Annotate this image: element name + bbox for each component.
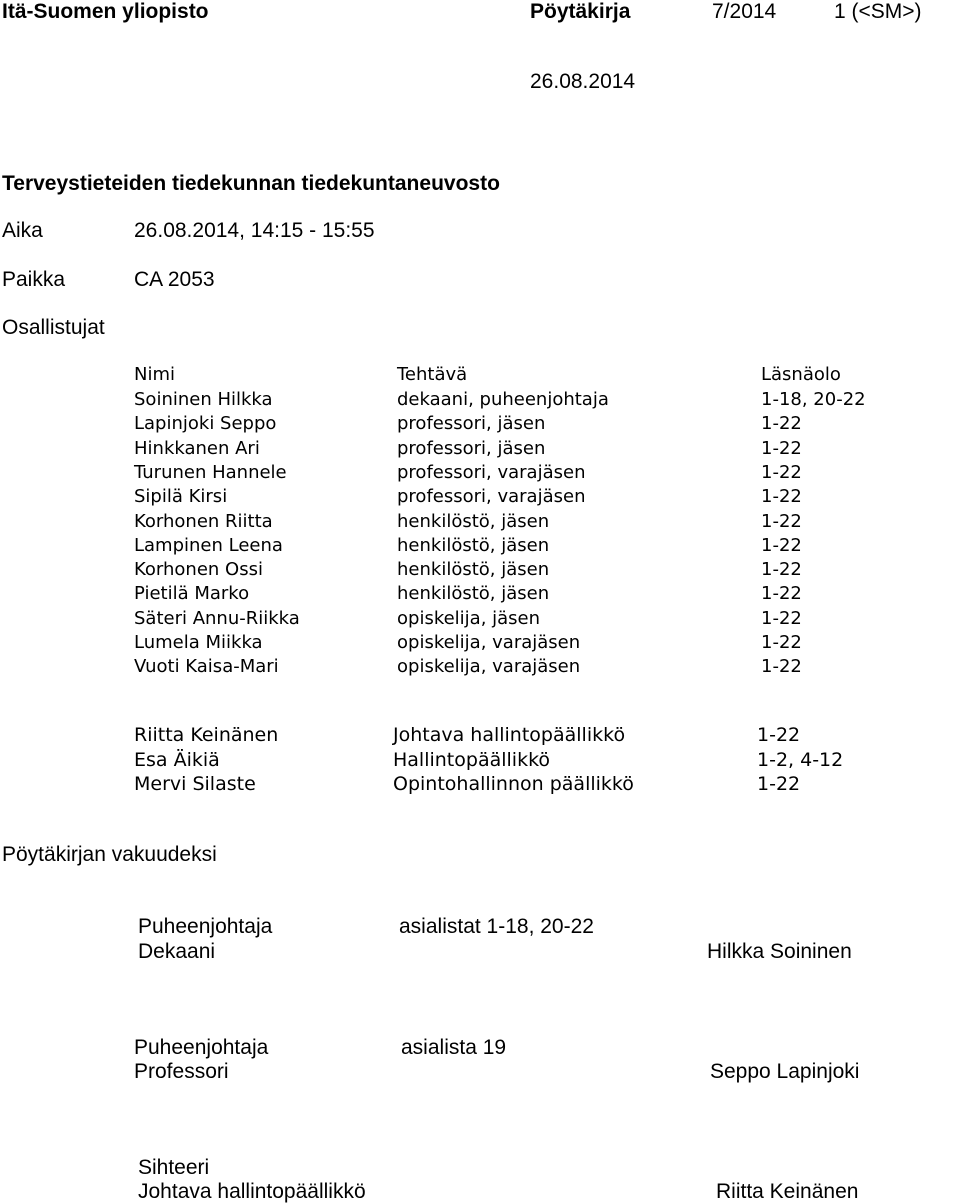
table-row [0,608,960,632]
member-attendance: 1-22 [761,656,802,678]
table-row [0,438,960,462]
table-row [0,583,960,607]
signature-2-role: Puheenjohtaja [134,1036,269,1059]
member-attendance: 1-22 [761,583,802,605]
university-name: Itä-Suomen yliopisto [2,0,209,23]
member-attendance: 1-22 [761,510,802,532]
member-name: Lumela Miikka [134,632,263,653]
member-role: henkilöstö, jäsen [397,510,550,532]
staff-title: Johtava hallintopäällikkö [393,724,626,746]
member-name: Hinkkanen Ari [134,437,260,459]
list-item [0,773,960,797]
member-role: dekaani, puheenjohtaja [397,389,609,410]
member-role: opiskelija, varajäsen [397,632,581,653]
member-attendance: 1-22 [761,607,802,629]
verification-label: Pöytäkirjan vakuudeksi [2,843,217,866]
member-name: Korhonen Ossi [134,559,263,581]
table-row [0,535,960,559]
body-title: Terveystieteiden tiedekunnan tiedekuntaneuvosto [2,172,500,195]
time-label: Aika [2,219,43,242]
signature-2-name: Seppo Lapinjoki [710,1060,860,1083]
member-attendance: 1-22 [761,437,802,459]
member-role: opiskelija, varajäsen [397,656,581,678]
table-row [0,462,960,486]
document-date: 26.08.2014 [530,70,636,93]
member-attendance: 1-22 [761,413,802,435]
table-row [0,559,960,583]
place-label: Paikka [2,268,66,291]
member-name: Korhonen Riitta [134,510,273,532]
member-role: henkilöstö, jäsen [397,534,550,556]
staff-name: Esa Äikiä [134,748,220,771]
signature-1-name: Hilkka Soininen [707,940,852,963]
document-number: 7/2014 [712,0,777,23]
staff-title: Opintohallinnon päällikkö [393,773,634,795]
member-attendance: 1-22 [761,486,802,508]
signature-1-title: Dekaani [138,940,216,963]
staff-attendance: 1-2, 4-12 [757,748,844,771]
signature-2-title: Professori [134,1060,229,1083]
time-value: 26.08.2014, 14:15 - 15:55 [134,219,375,242]
signature-3-name: Riitta Keinänen [716,1180,859,1203]
member-name: Pietilä Marko [134,583,250,605]
table-row [0,511,960,535]
member-name: Soininen Hilkka [134,389,273,410]
member-attendance: 1-22 [761,534,802,556]
table-row [0,389,960,413]
signature-1-role: Puheenjohtaja [138,915,273,938]
member-name: Säteri Annu-Riikka [134,607,300,629]
member-role: henkilöstö, jäsen [397,559,550,581]
page-indicator: 1 (<SM>) [834,0,922,23]
place-value: CA 2053 [134,268,215,291]
member-role: opiskelija, jäsen [397,607,541,629]
staff-attendance: 1-22 [757,773,801,795]
signature-1-scope: asialistat 1-18, 20-22 [399,915,594,938]
participants-label: Osallistujat [2,316,105,339]
list-item [0,724,960,748]
staff-name: Mervi Silaste [134,773,256,795]
signature-3-title: Johtava hallintopäällikkö [138,1180,366,1203]
list-item [0,749,960,773]
staff-name: Riitta Keinänen [134,724,279,746]
table-row [0,656,960,680]
member-attendance: 1-18, 20-22 [761,389,866,410]
member-name: Lampinen Leena [134,534,283,556]
member-name: Sipilä Kirsi [134,486,228,508]
table-row [0,413,960,437]
members-table-header [0,364,960,388]
staff-title: Hallintopäällikkö [393,748,551,771]
signature-2-scope: asialista 19 [401,1036,507,1059]
table-row [0,486,960,510]
member-name: Turunen Hannele [134,461,287,483]
column-header-attendance: Läsnäolo [761,364,841,385]
column-header-name: Nimi [134,364,176,385]
member-role: professori, varajäsen [397,461,586,483]
member-role: professori, jäsen [397,413,546,435]
column-header-role: Tehtävä [397,364,468,385]
member-role: henkilöstö, jäsen [397,583,550,605]
member-name: Lapinjoki Seppo [134,413,277,435]
member-role: professori, jäsen [397,437,546,459]
document-type: Pöytäkirja [530,0,631,23]
signature-3-role: Sihteeri [138,1156,210,1179]
table-row [0,632,960,656]
member-attendance: 1-22 [761,461,802,483]
member-role: professori, varajäsen [397,486,586,508]
member-name: Vuoti Kaisa-Mari [134,656,279,678]
member-attendance: 1-22 [761,559,802,581]
member-attendance: 1-22 [761,632,802,653]
staff-attendance: 1-22 [757,724,801,746]
